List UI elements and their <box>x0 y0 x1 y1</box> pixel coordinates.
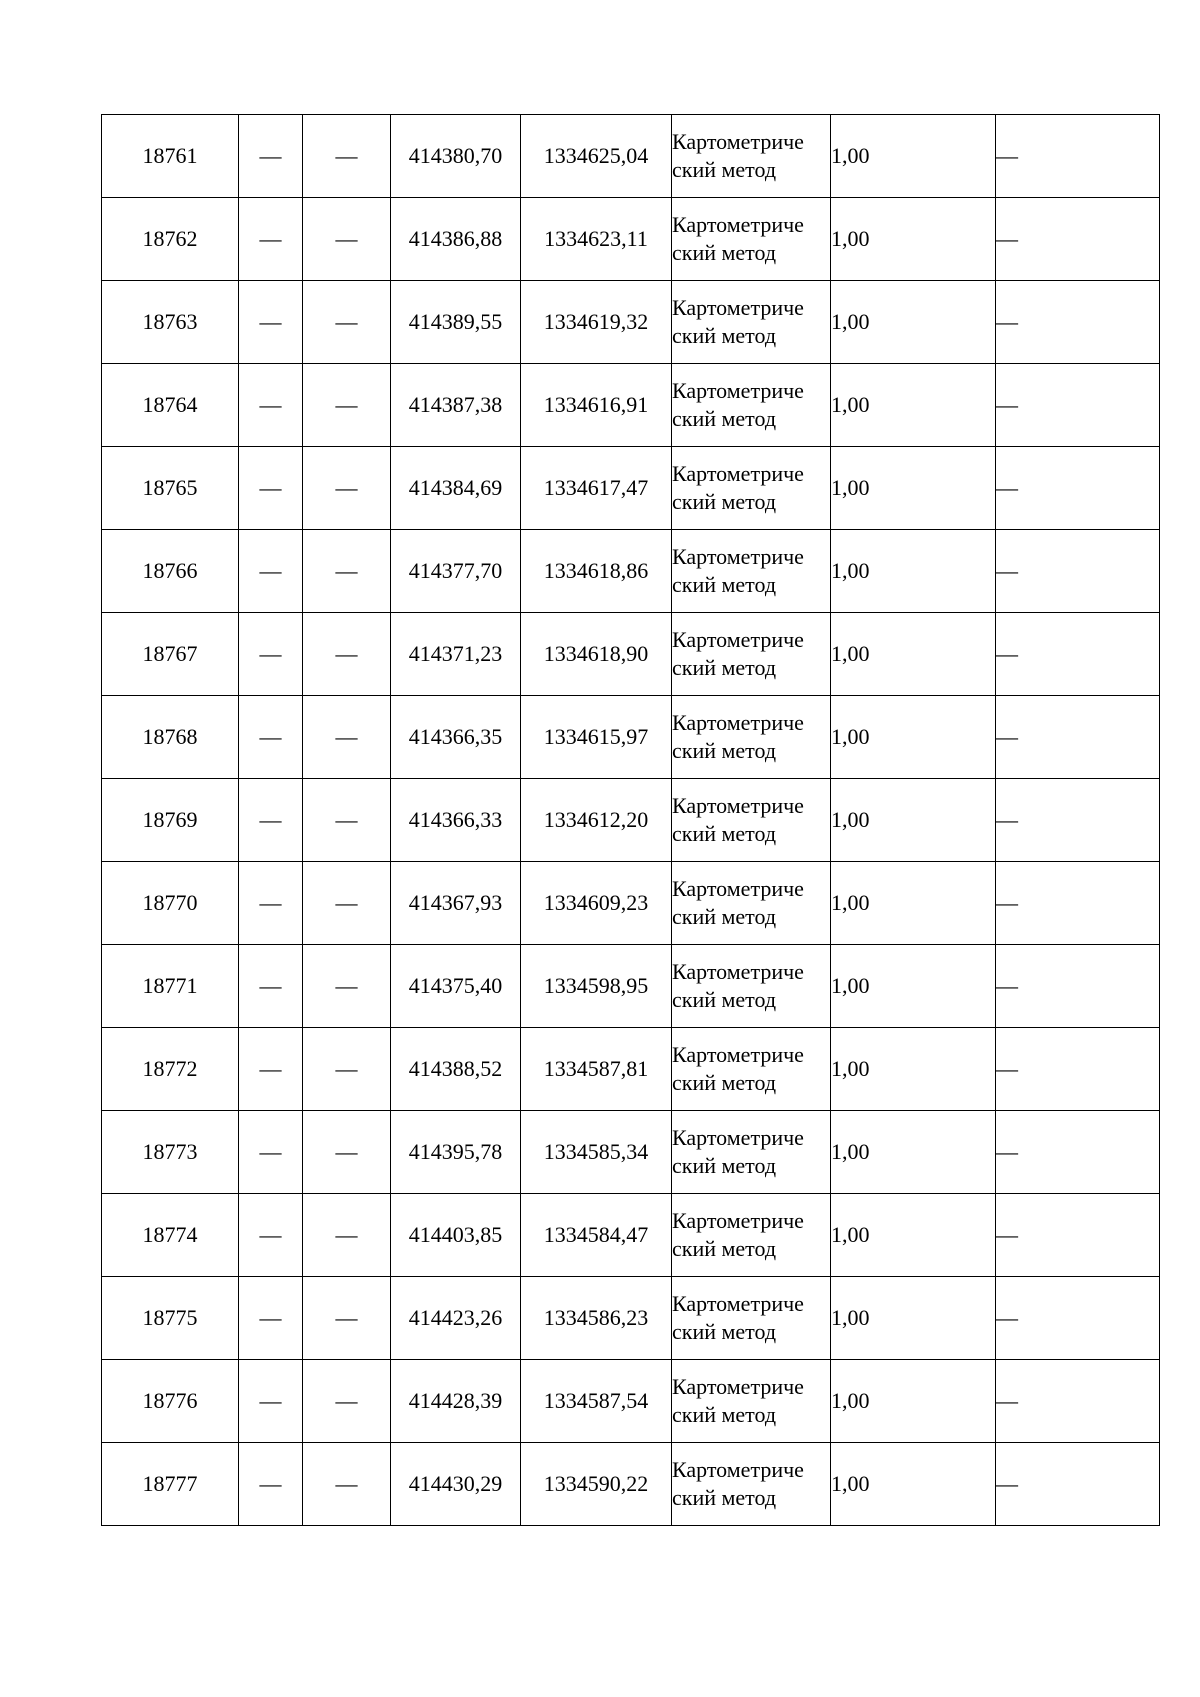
accuracy-cell: 1,00 <box>831 447 996 530</box>
empty-value-cell: — <box>303 1028 391 1111</box>
table-row <box>102 1277 1160 1360</box>
method-text: Картометрический метод <box>672 295 804 348</box>
empty-value-cell: — <box>996 447 1160 530</box>
empty-value-cell: — <box>996 945 1160 1028</box>
coordinate-x-cell: 414375,40 <box>391 945 521 1028</box>
method-text: Картометрический метод <box>672 793 804 846</box>
table-row <box>102 613 1160 696</box>
table-body <box>102 115 1160 1526</box>
point-number-cell: 18776 <box>102 1360 239 1443</box>
empty-value-cell: — <box>239 447 303 530</box>
point-number-cell: 18765 <box>102 447 239 530</box>
coordinate-y-cell: 1334609,23 <box>521 862 672 945</box>
coordinate-y-cell: 1334590,22 <box>521 1443 672 1526</box>
table-row <box>102 530 1160 613</box>
table-row <box>102 1194 1160 1277</box>
empty-value-cell: — <box>303 281 391 364</box>
table-row <box>102 447 1160 530</box>
empty-value-cell: — <box>239 945 303 1028</box>
accuracy-cell: 1,00 <box>831 1277 996 1360</box>
method-cell <box>672 447 831 530</box>
method-cell <box>672 115 831 198</box>
method-cell <box>672 1194 831 1277</box>
coordinate-y-cell: 1334617,47 <box>521 447 672 530</box>
empty-value-cell: — <box>303 862 391 945</box>
method-cell <box>672 281 831 364</box>
coordinate-y-cell: 1334618,86 <box>521 530 672 613</box>
point-number-cell: 18777 <box>102 1443 239 1526</box>
point-number-cell: 18772 <box>102 1028 239 1111</box>
method-text: Картометрический метод <box>672 544 804 597</box>
method-cell <box>672 1443 831 1526</box>
empty-value-cell: — <box>239 115 303 198</box>
empty-value-cell: — <box>303 613 391 696</box>
accuracy-cell: 1,00 <box>831 696 996 779</box>
empty-value-cell: — <box>996 1028 1160 1111</box>
method-text: Картометрический метод <box>672 710 804 763</box>
empty-value-cell: — <box>303 1443 391 1526</box>
method-text: Картометрический метод <box>672 212 804 265</box>
point-number-cell: 18767 <box>102 613 239 696</box>
coordinate-x-cell: 414384,69 <box>391 447 521 530</box>
method-cell <box>672 862 831 945</box>
method-cell <box>672 779 831 862</box>
accuracy-cell: 1,00 <box>831 198 996 281</box>
coordinate-x-cell: 414380,70 <box>391 115 521 198</box>
empty-value-cell: — <box>303 1360 391 1443</box>
table-row <box>102 779 1160 862</box>
point-number-cell: 18762 <box>102 198 239 281</box>
method-text: Картометрический метод <box>672 1291 804 1344</box>
table-row <box>102 1360 1160 1443</box>
coordinate-y-cell: 1334587,81 <box>521 1028 672 1111</box>
coordinate-y-cell: 1334625,04 <box>521 115 672 198</box>
point-number-cell: 18770 <box>102 862 239 945</box>
point-number-cell: 18764 <box>102 364 239 447</box>
empty-value-cell: — <box>996 281 1160 364</box>
empty-value-cell: — <box>303 115 391 198</box>
accuracy-cell: 1,00 <box>831 115 996 198</box>
empty-value-cell: — <box>996 1443 1160 1526</box>
empty-value-cell: — <box>303 1277 391 1360</box>
coordinate-x-cell: 414367,93 <box>391 862 521 945</box>
method-text: Картометрический метод <box>672 876 804 929</box>
coordinate-y-cell: 1334612,20 <box>521 779 672 862</box>
coordinate-x-cell: 414423,26 <box>391 1277 521 1360</box>
empty-value-cell: — <box>996 696 1160 779</box>
coordinate-x-cell: 414389,55 <box>391 281 521 364</box>
empty-value-cell: — <box>239 1277 303 1360</box>
method-text: Картометрический метод <box>672 378 804 431</box>
coordinate-x-cell: 414428,39 <box>391 1360 521 1443</box>
coordinate-y-cell: 1334586,23 <box>521 1277 672 1360</box>
point-number-cell: 18773 <box>102 1111 239 1194</box>
table-row <box>102 945 1160 1028</box>
method-cell <box>672 198 831 281</box>
empty-value-cell: — <box>303 198 391 281</box>
point-number-cell: 18761 <box>102 115 239 198</box>
method-text: Картометрический метод <box>672 959 804 1012</box>
empty-value-cell: — <box>239 1111 303 1194</box>
table-row <box>102 364 1160 447</box>
coordinate-y-cell: 1334584,47 <box>521 1194 672 1277</box>
coordinate-x-cell: 414377,70 <box>391 530 521 613</box>
coordinate-x-cell: 414366,35 <box>391 696 521 779</box>
table-row <box>102 198 1160 281</box>
table-row <box>102 1028 1160 1111</box>
empty-value-cell: — <box>239 198 303 281</box>
empty-value-cell: — <box>996 198 1160 281</box>
empty-value-cell: — <box>303 1194 391 1277</box>
coordinate-x-cell: 414430,29 <box>391 1443 521 1526</box>
point-number-cell: 18774 <box>102 1194 239 1277</box>
accuracy-cell: 1,00 <box>831 945 996 1028</box>
accuracy-cell: 1,00 <box>831 1360 996 1443</box>
empty-value-cell: — <box>239 281 303 364</box>
method-cell <box>672 1360 831 1443</box>
method-text: Картометрический метод <box>672 627 804 680</box>
point-number-cell: 18766 <box>102 530 239 613</box>
coordinate-x-cell: 414395,78 <box>391 1111 521 1194</box>
coordinate-x-cell: 414386,88 <box>391 198 521 281</box>
method-cell <box>672 1277 831 1360</box>
table-row <box>102 1111 1160 1194</box>
empty-value-cell: — <box>996 364 1160 447</box>
empty-value-cell: — <box>303 779 391 862</box>
empty-value-cell: — <box>239 779 303 862</box>
empty-value-cell: — <box>996 862 1160 945</box>
coordinate-y-cell: 1334623,11 <box>521 198 672 281</box>
empty-value-cell: — <box>996 1111 1160 1194</box>
empty-value-cell: — <box>239 696 303 779</box>
empty-value-cell: — <box>303 364 391 447</box>
method-cell <box>672 1028 831 1111</box>
method-text: Картометрический метод <box>672 1457 804 1510</box>
coordinate-x-cell: 414388,52 <box>391 1028 521 1111</box>
method-text: Картометрический метод <box>672 461 804 514</box>
empty-value-cell: — <box>239 1443 303 1526</box>
coordinate-y-cell: 1334618,90 <box>521 613 672 696</box>
table-row <box>102 696 1160 779</box>
empty-value-cell: — <box>996 115 1160 198</box>
empty-value-cell: — <box>239 862 303 945</box>
coordinate-y-cell: 1334587,54 <box>521 1360 672 1443</box>
point-number-cell: 18763 <box>102 281 239 364</box>
accuracy-cell: 1,00 <box>831 1194 996 1277</box>
point-number-cell: 18771 <box>102 945 239 1028</box>
coordinate-y-cell: 1334616,91 <box>521 364 672 447</box>
coordinate-y-cell: 1334615,97 <box>521 696 672 779</box>
coordinate-x-cell: 414387,38 <box>391 364 521 447</box>
empty-value-cell: — <box>996 613 1160 696</box>
accuracy-cell: 1,00 <box>831 862 996 945</box>
table-row <box>102 281 1160 364</box>
coordinate-y-cell: 1334598,95 <box>521 945 672 1028</box>
empty-value-cell: — <box>303 945 391 1028</box>
empty-value-cell: — <box>239 364 303 447</box>
coordinate-y-cell: 1334619,32 <box>521 281 672 364</box>
accuracy-cell: 1,00 <box>831 364 996 447</box>
coordinate-x-cell: 414366,33 <box>391 779 521 862</box>
empty-value-cell: — <box>996 1360 1160 1443</box>
method-text: Картометрический метод <box>672 129 804 182</box>
point-number-cell: 18768 <box>102 696 239 779</box>
point-number-cell: 18775 <box>102 1277 239 1360</box>
method-text: Картометрический метод <box>672 1042 804 1095</box>
method-cell <box>672 364 831 447</box>
method-cell <box>672 1111 831 1194</box>
table-row <box>102 1443 1160 1526</box>
empty-value-cell: — <box>239 1028 303 1111</box>
empty-value-cell: — <box>996 1194 1160 1277</box>
empty-value-cell: — <box>996 530 1160 613</box>
method-cell <box>672 613 831 696</box>
method-text: Картометрический метод <box>672 1125 804 1178</box>
method-cell <box>672 530 831 613</box>
empty-value-cell: — <box>303 530 391 613</box>
method-text: Картометрический метод <box>672 1374 804 1427</box>
accuracy-cell: 1,00 <box>831 779 996 862</box>
accuracy-cell: 1,00 <box>831 1028 996 1111</box>
method-cell <box>672 945 831 1028</box>
method-cell <box>672 696 831 779</box>
coordinate-y-cell: 1334585,34 <box>521 1111 672 1194</box>
coordinate-x-cell: 414403,85 <box>391 1194 521 1277</box>
empty-value-cell: — <box>303 447 391 530</box>
accuracy-cell: 1,00 <box>831 530 996 613</box>
point-number-cell: 18769 <box>102 779 239 862</box>
empty-value-cell: — <box>303 696 391 779</box>
accuracy-cell: 1,00 <box>831 613 996 696</box>
accuracy-cell: 1,00 <box>831 281 996 364</box>
empty-value-cell: — <box>239 530 303 613</box>
coordinate-x-cell: 414371,23 <box>391 613 521 696</box>
method-text: Картометрический метод <box>672 1208 804 1261</box>
empty-value-cell: — <box>996 1277 1160 1360</box>
empty-value-cell: — <box>239 613 303 696</box>
empty-value-cell: — <box>239 1194 303 1277</box>
accuracy-cell: 1,00 <box>831 1443 996 1526</box>
accuracy-cell: 1,00 <box>831 1111 996 1194</box>
empty-value-cell: — <box>303 1111 391 1194</box>
empty-value-cell: — <box>996 779 1160 862</box>
coordinates-table <box>101 114 1160 1526</box>
empty-value-cell: — <box>239 1360 303 1443</box>
table-row <box>102 862 1160 945</box>
table-row <box>102 115 1160 198</box>
